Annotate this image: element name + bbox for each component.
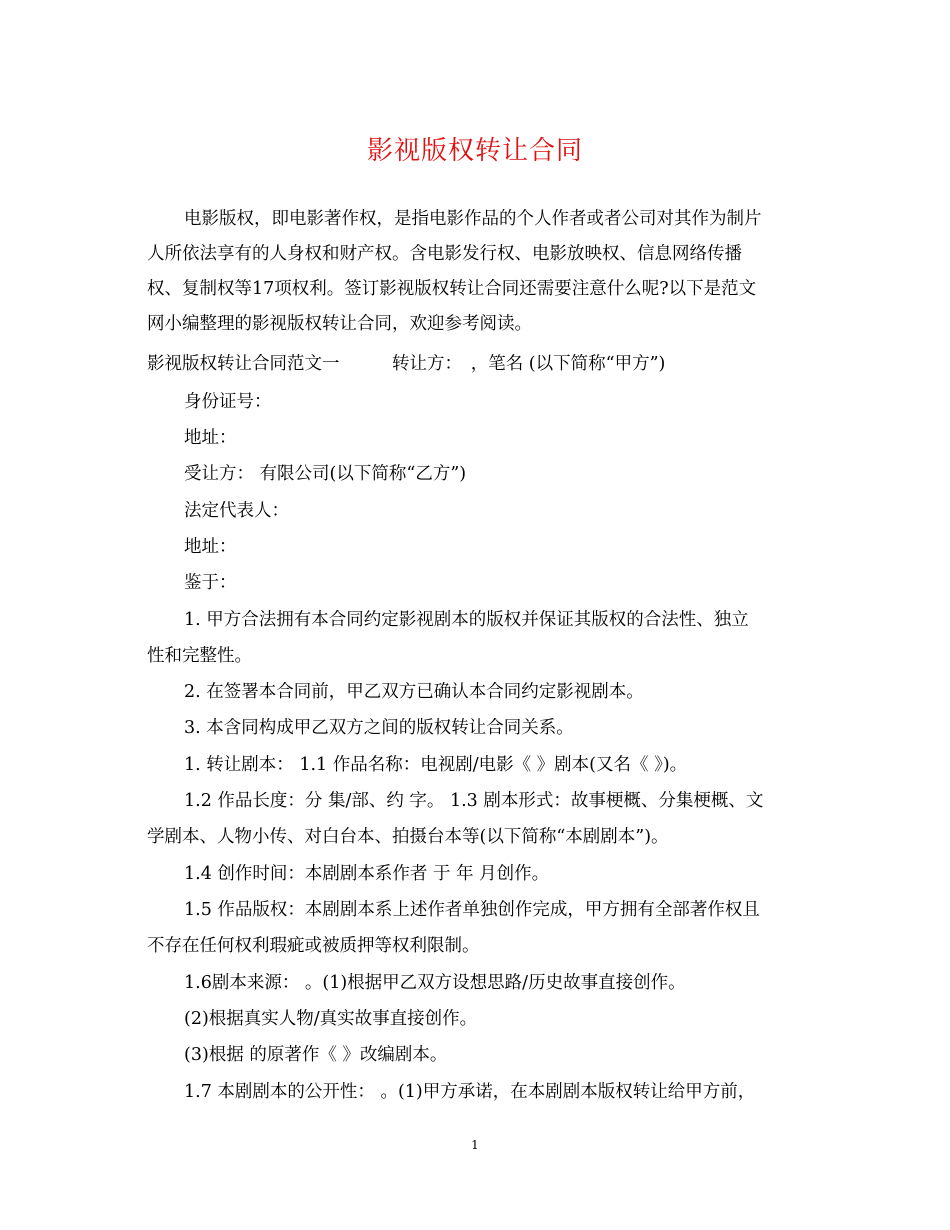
document-title: 影视版权转让合同 xyxy=(366,136,583,166)
paragraph-line: 人所依法享有的人身权和财产权。含电影发行权、电影放映权、信息网络传播 xyxy=(147,244,742,264)
paragraph-line: 3. 本含同构成甲乙双方之间的版权转让合同关系。 xyxy=(184,718,574,738)
paragraph-line: 权、复制权等17项权利。签订影视版权转让合同还需要注意什么呢?以下是范文 xyxy=(147,279,757,299)
paragraph-line: 1.2 作品长度：分 集/部、约 字。 1.3 剧本形式：故事梗概、分集梗概、文 xyxy=(184,791,764,811)
paragraph-line: 1. 转让剧本： 1.1 作品名称：电视剧/电影《 》剧本(又名《 》)。 xyxy=(184,755,688,775)
paragraph-line: 影视版权转让合同范文一 转让方： ，笔名 (以下简称“甲方”) xyxy=(147,354,666,374)
paragraph-line: 1.5 作品版权：本剧剧本系上述作者单独创作完成，甲方拥有全部著作权且 xyxy=(184,900,760,920)
paragraph-line: 地址： xyxy=(184,428,237,448)
paragraph-line: 网小编整理的影视版权转让合同，欢迎参考阅读。 xyxy=(147,314,532,334)
paragraph-line: 1.7 本剧剧本的公开性： 。(1)甲方承诺，在本剧剧本版权转让给甲方前， xyxy=(184,1082,756,1102)
page-number: 1 xyxy=(471,1138,479,1152)
paragraph-line: 受让方： 有限公司(以下简称“乙方”) xyxy=(184,464,467,484)
paragraph-line: 学剧本、人物小传、对白台本、拍摄台本等(以下简称“本剧剧本”)。 xyxy=(147,827,669,847)
paragraph-line: 鉴于： xyxy=(184,573,237,593)
paragraph-line: 地址： xyxy=(184,537,237,557)
paragraph-line: (2)根据真实人物/真实故事直接创作。 xyxy=(184,1009,478,1029)
paragraph-line: 1.4 创作时间：本剧剧本系作者 于 年 月创作。 xyxy=(184,864,550,884)
paragraph-line: 电影版权，即电影著作权，是指电影作品的个人作者或者公司对其作为制片 xyxy=(184,209,762,229)
paragraph-line: 2. 在签署本合同前，甲乙双方已确认本合同约定影视剧本。 xyxy=(184,682,644,702)
paragraph-line: 1. 甲方合法拥有本合同约定影视剧本的版权并保证其版权的合法性、独立 xyxy=(184,610,749,630)
paragraph-line: 1.6剧本来源： 。(1)根据甲乙双方设想思路/历史故事直接创作。 xyxy=(184,973,686,993)
paragraph-line: (3)根据 的原著作《 》改编剧本。 xyxy=(184,1045,448,1065)
paragraph-line: 法定代表人： xyxy=(184,501,289,521)
paragraph-line: 身份证号： xyxy=(184,392,272,412)
paragraph-line: 不存在任何权利瑕疵或被质押等权利限制。 xyxy=(147,936,480,956)
paragraph-line: 性和完整性。 xyxy=(147,646,252,666)
